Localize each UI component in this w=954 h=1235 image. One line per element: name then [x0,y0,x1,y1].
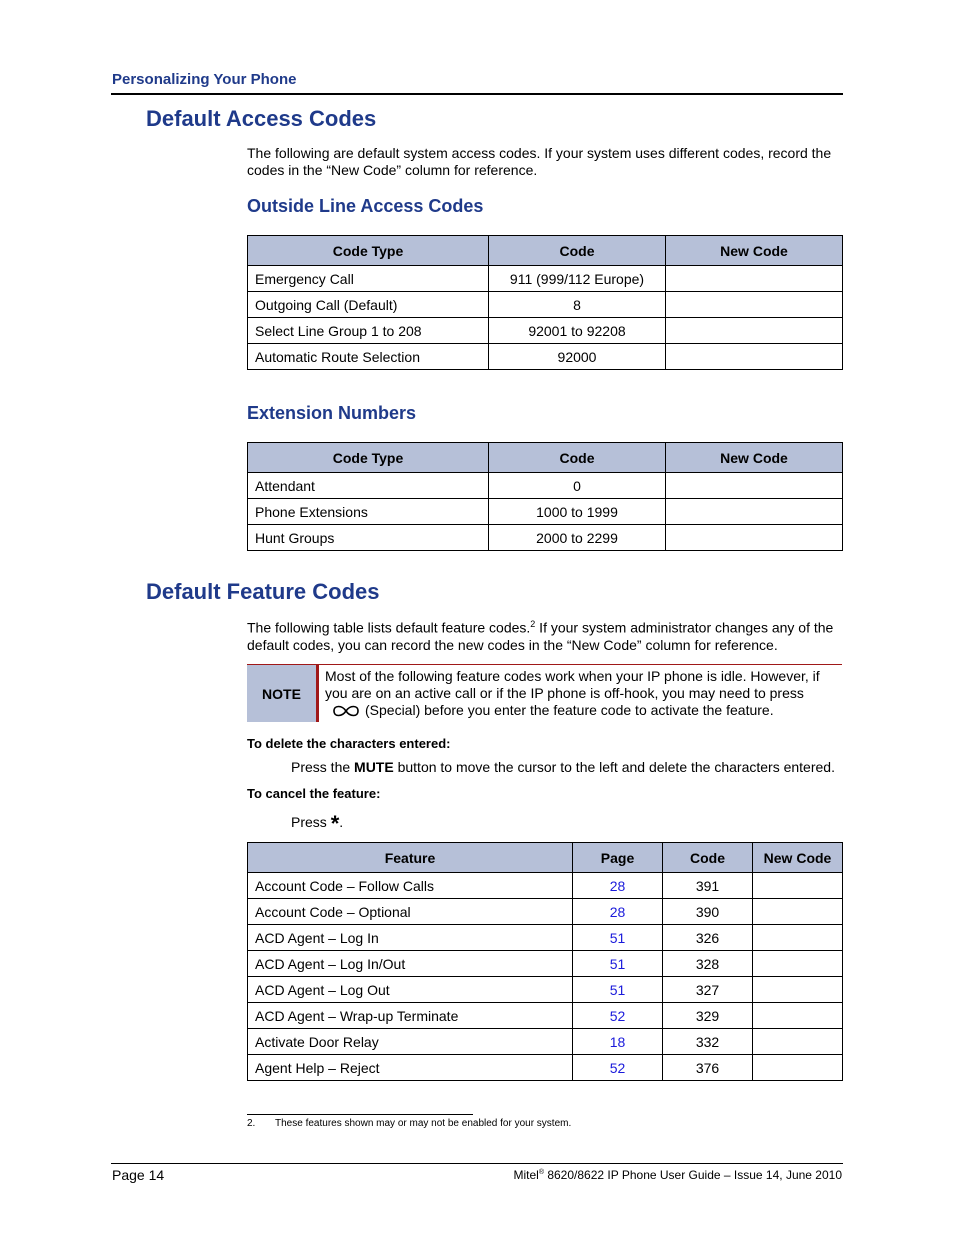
page-link[interactable]: 51 [573,925,663,951]
feature-cell: Account Code – Optional [248,899,573,925]
new-code-cell [753,1029,843,1055]
brand-name: Mitel [513,1168,539,1182]
code-cell: 2000 to 2299 [489,525,666,551]
column-header: Page [573,843,663,873]
running-head: Personalizing Your Phone [112,71,297,88]
code-cell: 92000 [489,344,666,370]
table-row [248,344,843,370]
page-link[interactable]: 52 [573,1003,663,1029]
column-header: Code [489,443,666,473]
new-code-cell [753,951,843,977]
code-type-cell: Hunt Groups [248,525,489,551]
note-top-rule [247,664,842,665]
star-key-icon: * [330,811,340,836]
table-header-row [248,443,843,473]
table-row [248,473,843,499]
table-row [248,1029,843,1055]
code-type-cell: Phone Extensions [248,499,489,525]
note-label: NOTE [247,665,316,722]
table-header-row [248,236,843,266]
code-cell: 0 [489,473,666,499]
code-cell: 1000 to 1999 [489,499,666,525]
table-row [248,266,843,292]
page-number: Page 14 [112,1167,165,1183]
feature-cell: ACD Agent – Log In/Out [248,951,573,977]
new-code-cell [666,292,843,318]
table-row [248,899,843,925]
extension-numbers-table [247,442,843,551]
table-row [248,499,843,525]
header-rule [111,93,843,95]
code-cell: 328 [663,951,753,977]
feature-cell: Activate Door Relay [248,1029,573,1055]
registered-mark: ® [538,1169,544,1176]
intro-text: The following table lists default feature codes. [247,619,531,636]
access-codes-intro: The following are default system access codes. If your system uses different codes, record the codes in the “New Code” column for reference. [247,145,832,178]
code-cell: 327 [663,977,753,1003]
column-header: Code Type [248,236,489,266]
table-row [248,1055,843,1081]
footnote-rule [247,1114,473,1115]
code-cell: 376 [663,1055,753,1081]
new-code-cell [753,977,843,1003]
delete-heading: To delete the characters entered: [247,736,451,751]
new-code-cell [666,266,843,292]
column-header: Code Type [248,443,489,473]
new-code-cell [753,873,843,899]
page-link[interactable]: 51 [573,951,663,977]
table-row [248,925,843,951]
footer-rule [111,1163,843,1164]
page-link[interactable]: 28 [573,873,663,899]
code-cell: 390 [663,899,753,925]
note-text-b: (Special) before you enter the feature code to activate the feature. [365,702,774,718]
new-code-cell [666,499,843,525]
feature-cell: ACD Agent – Wrap-up Terminate [248,1003,573,1029]
special-key-icon [331,704,361,718]
column-header: Code [489,236,666,266]
new-code-cell [753,925,843,951]
column-header: Code [663,843,753,873]
new-code-cell [666,318,843,344]
feature-cell: ACD Agent – Log Out [248,977,573,1003]
feature-cell: ACD Agent – Log In [248,925,573,951]
code-cell: 332 [663,1029,753,1055]
table-row [248,1003,843,1029]
feature-cell: Account Code – Follow Calls [248,873,573,899]
code-cell: 326 [663,925,753,951]
new-code-cell [666,525,843,551]
mute-key-label: MUTE [354,759,394,775]
outside-line-title: Outside Line Access Codes [247,196,484,216]
footnote [247,1118,571,1129]
footnote-text: These features shown may or may not be enabled for your system. [275,1118,572,1129]
page-link[interactable]: 51 [573,977,663,1003]
code-cell: 8 [489,292,666,318]
footnote-ref[interactable]: 2 [530,619,536,629]
page-link[interactable]: 18 [573,1029,663,1055]
column-header: New Code [753,843,843,873]
column-header: Feature [248,843,573,873]
table-row [248,318,843,344]
feature-cell: Agent Help – Reject [248,1055,573,1081]
code-cell: 911 (999/112 Europe) [489,266,666,292]
outside-line-table [247,235,843,370]
table-header-row [248,843,843,873]
code-cell: 92001 to 92208 [489,318,666,344]
code-type-cell: Outgoing Call (Default) [248,292,489,318]
footer-title [513,1168,842,1182]
note-text-a: Most of the following feature codes work when your IP phone is idle. However, if you are on an active call or if the IP phone is off-hook, you may need to press [325,668,820,701]
footnote-number: 2. [247,1118,256,1129]
cancel-heading: To cancel the feature: [247,786,381,801]
new-code-cell [666,344,843,370]
table-row [248,292,843,318]
intro-text-cont: If your system administrator changes any of the default codes, you can record the new codes in the “New Code” column for reference. [247,619,834,653]
section-title-feature-codes: Default Feature Codes [146,579,380,604]
column-header: New Code [666,236,843,266]
delete-instruction [291,759,835,775]
code-type-cell: Attendant [248,473,489,499]
new-code-cell [666,473,843,499]
delete-text-a: Press the [291,759,355,775]
delete-text-b: button to move the cursor to the left and delete the characters entered. [393,759,835,775]
feature-codes-table [247,842,843,1081]
new-code-cell [753,899,843,925]
extension-numbers-title: Extension Numbers [247,403,417,423]
cancel-text-a: Press [291,814,331,830]
note-text [325,668,835,719]
table-row [248,977,843,1003]
note-accent-bar [316,665,319,722]
code-type-cell: Emergency Call [248,266,489,292]
section-title-access-codes: Default Access Codes [146,106,377,131]
page-link[interactable]: 52 [573,1055,663,1081]
cancel-text-b: . [339,814,344,830]
table-row [248,951,843,977]
new-code-cell [753,1055,843,1081]
cancel-instruction [291,807,344,836]
code-type-cell: Automatic Route Selection [248,344,489,370]
code-type-cell: Select Line Group 1 to 208 [248,318,489,344]
code-cell: 329 [663,1003,753,1029]
column-header: New Code [666,443,843,473]
new-code-cell [753,1003,843,1029]
page-link[interactable]: 28 [573,899,663,925]
table-row [248,525,843,551]
feature-codes-intro [247,616,847,654]
guide-title: 8620/8622 IP Phone User Guide – Issue 14, June 2010 [544,1168,842,1182]
table-row [248,873,843,899]
code-cell: 391 [663,873,753,899]
